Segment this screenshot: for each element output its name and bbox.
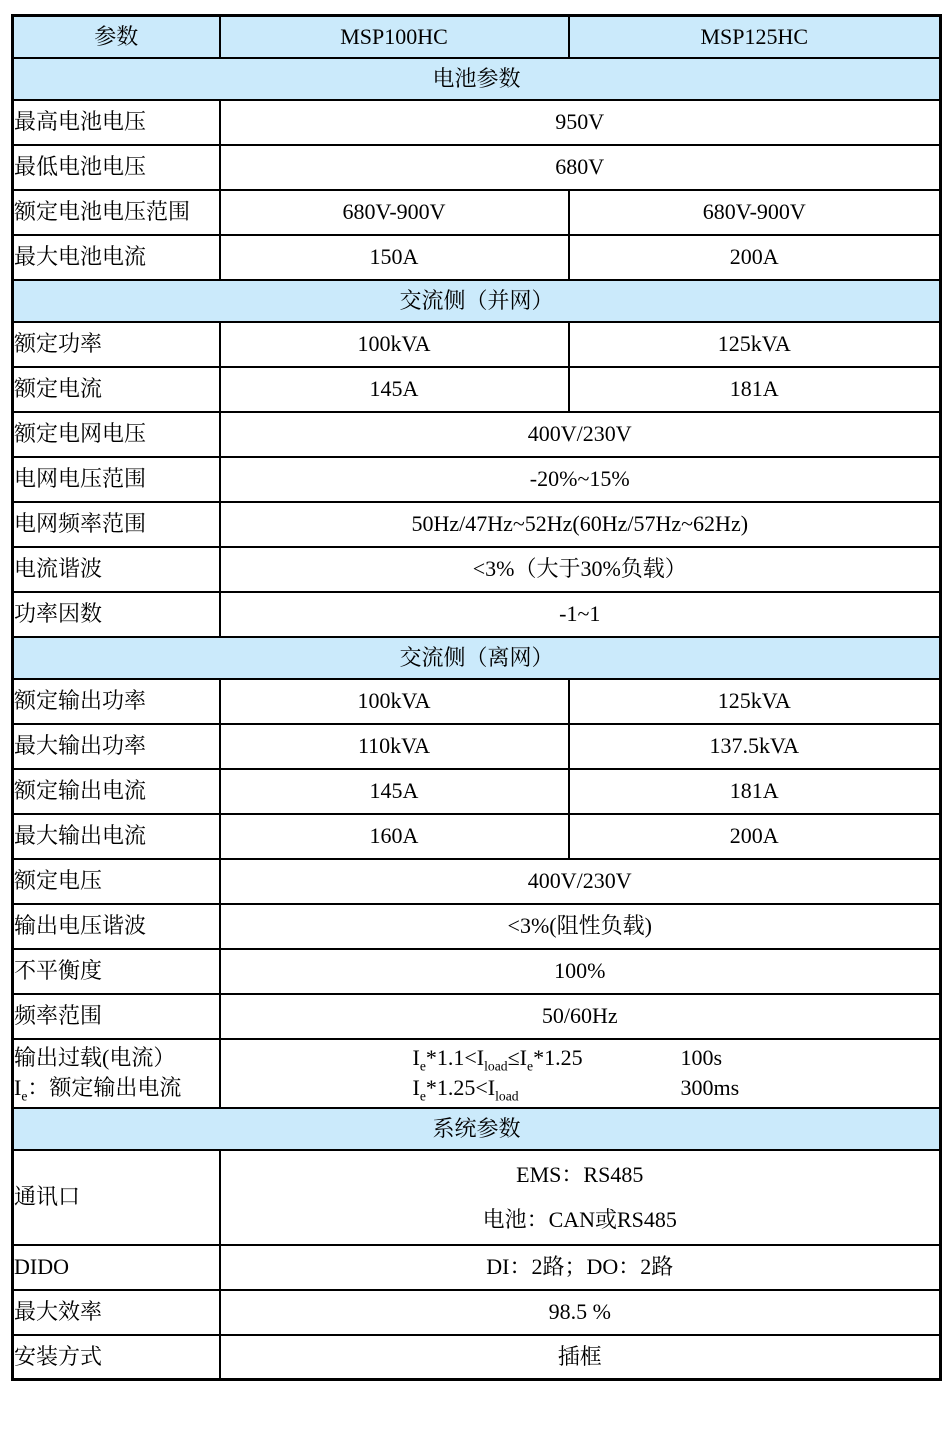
value-cell-shared: -20%~15% [220,457,941,502]
value-cell-shared: 98.5 % [220,1290,941,1335]
section-title: 交流侧（并网） [13,280,941,322]
table-row [13,724,941,769]
value-cell-shared: <3%(阻性负载) [220,904,941,949]
value-cell-shared: <3%（大于30%负载） [220,547,941,592]
param-label-cell: 电网电压范围 [13,457,220,502]
value-cell-msp125hc: 181A [569,367,941,412]
param-label-cell: 最大输出功率 [13,724,220,769]
table-row [13,190,941,235]
param-label-cell: 最大电池电流 [13,235,220,280]
table-row [13,814,941,859]
value-cell-msp125hc: 125kVA [569,322,941,367]
value-cell-msp100hc: 100kVA [220,322,569,367]
param-label-cell: 电网频率范围 [13,502,220,547]
param-label-cell: 额定电压 [13,859,220,904]
value-cell-shared [220,1039,941,1108]
param-label-cell: 最高电池电压 [13,100,220,145]
table-row [13,145,941,190]
section-row [13,58,941,100]
section-title: 电池参数 [13,58,941,100]
table-row [13,1245,941,1290]
table-row [13,367,941,412]
param-label-cell: 额定电网电压 [13,412,220,457]
table-row [13,1039,941,1108]
table-row [13,322,941,367]
overload-line [221,1043,940,1073]
table-row [13,859,941,904]
table-row [13,904,941,949]
value-cell-msp100hc: 160A [220,814,569,859]
spec-table [11,14,942,1381]
param-label-cell: DIDO [13,1245,220,1290]
param-label-cell: 通讯口 [13,1150,220,1245]
param-label-cell: 最大效率 [13,1290,220,1335]
value-cell-shared: 400V/230V [220,859,941,904]
param-label-cell: 安装方式 [13,1335,220,1380]
value-cell-shared: 50Hz/47Hz~52Hz(60Hz/57Hz~62Hz) [220,502,941,547]
table-row [13,547,941,592]
table-row [13,679,941,724]
param-label-line: 输出过载(电流） [14,1045,176,1070]
value-cell-msp100hc: 100kVA [220,679,569,724]
model-column-header: MSP100HC [220,16,569,58]
section-title: 交流侧（离网） [13,637,941,679]
value-cell-msp100hc: 145A [220,769,569,814]
param-label-cell: 不平衡度 [13,949,220,994]
value-cell-shared: 950V [220,100,941,145]
value-cell-msp125hc: 137.5kVA [569,724,941,769]
value-cell-msp100hc: 150A [220,235,569,280]
table-row [13,949,941,994]
param-label-cell: 额定输出功率 [13,679,220,724]
param-label-cell: 额定输出电流 [13,769,220,814]
header-row [13,16,941,58]
value-cell-shared: 插框 [220,1335,941,1380]
param-column-header: 参数 [13,16,220,58]
table-row [13,1290,941,1335]
value-cell-msp100hc: 110kVA [220,724,569,769]
model-column-header: MSP125HC [569,16,941,58]
overload-duration: 100s [680,1045,723,1070]
param-label-cell: 电流谐波 [13,547,220,592]
table-row [13,1335,941,1380]
table-row [13,235,941,280]
param-label-cell: 输出电压谐波 [13,904,220,949]
value-cell-shared: 100% [220,949,941,994]
value-cell-msp125hc: 181A [569,769,941,814]
param-label-cell: 最低电池电压 [13,145,220,190]
value-cell-shared: 400V/230V [220,412,941,457]
table-row [13,592,941,637]
section-row [13,637,941,679]
param-label-line: $I_e$：额定输出电流 [14,1075,182,1104]
value-cell-shared: 50/60Hz [220,994,941,1039]
section-row [13,1108,941,1150]
param-label-cell: 功率因数 [13,592,220,637]
param-label-cell: 额定功率 [13,322,220,367]
spec-table-body [13,16,941,1380]
value-cell-msp100hc: 680V-900V [220,190,569,235]
param-label-cell: 额定电流 [13,367,220,412]
value-cell-shared [220,1150,941,1245]
section-row [13,280,941,322]
overload-formula: $I_e*1.1<I_{load}\le I_e*1.25$ [412,1045,583,1074]
value-cell-shared: 680V [220,145,941,190]
param-label-cell: 额定电池电压范围 [13,190,220,235]
value-cell-msp125hc: 200A [569,235,941,280]
value-line: EMS：RS485 [516,1162,644,1187]
section-title: 系统参数 [13,1108,941,1150]
table-row [13,502,941,547]
table-row [13,412,941,457]
value-cell-shared: -1~1 [220,592,941,637]
param-label-cell [13,1039,220,1108]
param-label-cell: 最大输出电流 [13,814,220,859]
overload-duration: 300ms [680,1075,740,1100]
value-cell-shared: DI：2路；DO：2路 [220,1245,941,1290]
value-cell-msp125hc: 200A [569,814,941,859]
table-row [13,1150,941,1245]
overload-formula: $I_e*1.25<I_{load}$ [412,1075,519,1104]
value-cell-msp125hc: 125kVA [569,679,941,724]
value-cell-msp100hc: 145A [220,367,569,412]
overload-line [221,1073,940,1103]
param-label-cell: 频率范围 [13,994,220,1039]
table-row [13,100,941,145]
table-row [13,994,941,1039]
value-cell-msp125hc: 680V-900V [569,190,941,235]
value-line: 电池：CAN或RS485 [482,1207,677,1232]
table-row [13,769,941,814]
table-row [13,457,941,502]
